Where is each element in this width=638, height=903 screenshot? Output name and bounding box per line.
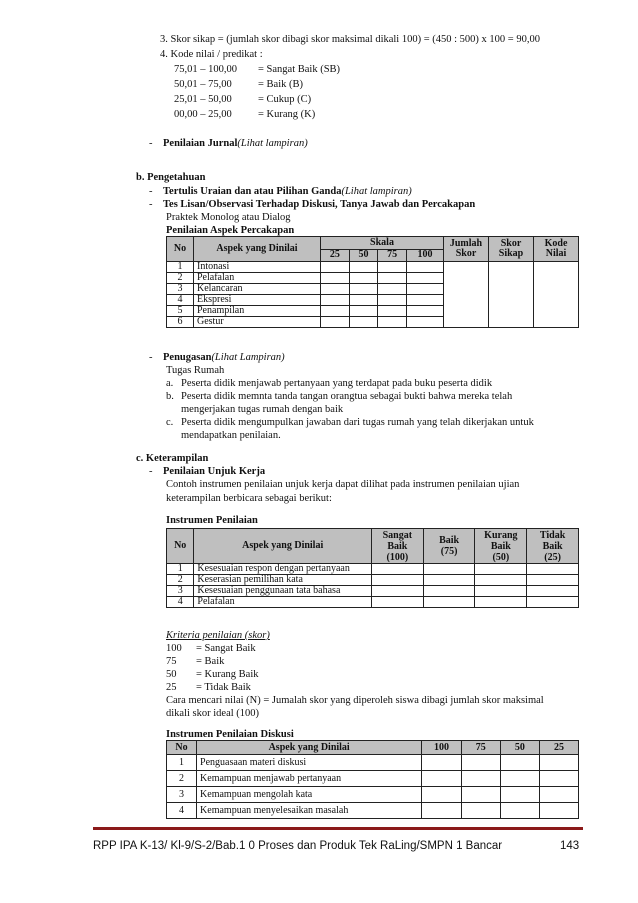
cell-aspek: Intonasi xyxy=(194,262,321,273)
cell-no: 1 xyxy=(167,564,194,575)
cell-empty xyxy=(423,575,475,586)
cell-no: 5 xyxy=(167,306,194,317)
table-row xyxy=(167,787,579,803)
jurnal-item xyxy=(149,137,308,150)
cell-aspek: Kemampuan mengolah kata xyxy=(197,787,422,803)
kriteria-label: = Kurang Baik xyxy=(196,669,259,680)
kriteria-label: = Sangat Baik xyxy=(196,643,256,654)
table-header-row xyxy=(167,741,579,755)
scale-100: 100 xyxy=(422,741,461,755)
cell-empty xyxy=(527,586,579,597)
bullet-dash: - xyxy=(149,186,153,197)
penilaian-diskusi-table xyxy=(166,740,579,819)
cell-empty xyxy=(539,755,578,771)
jurnal-title: Penilaian Jurnal xyxy=(163,138,238,149)
page-number: 143 xyxy=(560,840,580,852)
predikat-range: 50,01 – 75,00 xyxy=(174,79,232,90)
bullet-dash: - xyxy=(149,138,153,149)
cell-no: 4 xyxy=(167,597,194,608)
predikat-label: = Kurang (K) xyxy=(258,109,316,120)
cara-line-1: Cara mencari nilai (N) = Jumalah skor yang diperoleh siswa dibagi jumlah skor maksimal xyxy=(166,695,544,706)
header-no: No xyxy=(167,741,197,755)
cell-empty xyxy=(406,295,443,306)
kriteria-label: = Baik xyxy=(196,656,225,667)
cell-empty xyxy=(461,803,500,819)
cell-empty xyxy=(422,787,461,803)
table-row xyxy=(167,597,579,608)
bullet-dash: - xyxy=(149,352,153,363)
cell-empty xyxy=(378,273,407,284)
kriteria-title: Kriteria penilaian (skor) xyxy=(166,630,270,641)
table-row xyxy=(167,262,579,273)
c-para-2: keterampilan berbicara sebagai berikut: xyxy=(166,493,332,504)
cell-aspek: Penampilan xyxy=(194,306,321,317)
cell-empty xyxy=(378,317,407,328)
scale-25: 25 xyxy=(321,249,350,262)
cell-empty xyxy=(422,771,461,787)
penugasan-c-text: Peserta didik mengumpulkan jawaban dari tugas rumah yang telah dikerjakan untuk xyxy=(181,417,534,428)
b-item-2-title: Tes Lisan/Observasi Terhadap Diskusi, Tanya Jawab dan Percakapan xyxy=(163,199,476,210)
cell-empty xyxy=(527,597,579,608)
header-sangat-baik xyxy=(371,529,423,564)
kriteria-score: 50 xyxy=(166,669,177,680)
cara-line-2: dikali skor ideal (100) xyxy=(166,708,260,719)
list-number: 4. xyxy=(160,49,168,60)
col-label: Baik xyxy=(439,535,460,546)
col-label: Tidak Baik xyxy=(539,529,566,552)
cell-empty xyxy=(423,586,475,597)
table-row xyxy=(167,803,579,819)
cell-empty xyxy=(475,597,527,608)
cell-empty xyxy=(349,317,378,328)
diskusi-title: Instrumen Penilaian Diskusi xyxy=(166,729,294,740)
c-item-title: Penilaian Unjuk Kerja xyxy=(163,466,266,477)
header-no: No xyxy=(167,237,194,262)
table-row xyxy=(167,771,579,787)
table-row xyxy=(167,564,579,575)
cell-no: 2 xyxy=(167,771,197,787)
penugasan-sub: Tugas Rumah xyxy=(166,365,225,376)
col-value: (25) xyxy=(544,551,561,563)
cell-empty xyxy=(349,306,378,317)
bullet-dash: - xyxy=(149,199,153,210)
b-item-1-note: (Lihat lampiran) xyxy=(341,186,412,197)
col-label: Kurang Baik xyxy=(484,529,518,552)
cell-empty xyxy=(371,575,423,586)
cell-empty xyxy=(378,306,407,317)
list-number: 3. xyxy=(160,34,168,45)
cell-aspek: Kelancaran xyxy=(194,284,321,295)
predikat-range: 75,01 – 100,00 xyxy=(174,64,237,75)
cell-empty xyxy=(475,586,527,597)
cell-empty xyxy=(371,597,423,608)
cell-aspek: Kesesuaian respon dengan pertanyaan xyxy=(194,564,372,575)
header-skor: Skor Sikap xyxy=(489,237,534,262)
penugasan-b-num: b. xyxy=(166,391,174,402)
cell-empty xyxy=(321,273,350,284)
bullet-dash: - xyxy=(149,466,153,477)
cell-empty xyxy=(422,755,461,771)
table-row xyxy=(167,586,579,597)
list-item-3 xyxy=(160,33,540,46)
cell-aspek: Pelafalan xyxy=(194,273,321,284)
penugasan-c-num: c. xyxy=(166,417,174,428)
cell-empty xyxy=(527,564,579,575)
cell-empty xyxy=(423,597,475,608)
b-line-2: Penilaian Aspek Percakapan xyxy=(166,225,295,236)
cell-no: 3 xyxy=(167,586,194,597)
cell-aspek: Penguasaan materi diskusi xyxy=(197,755,422,771)
instrumen-title: Instrumen Penilaian xyxy=(166,515,258,526)
cell-aspek: Keserasian pemilihan kata xyxy=(194,575,372,586)
cell-empty xyxy=(539,803,578,819)
col-label: Sangat Baik xyxy=(382,529,413,552)
section-b-heading: b. Pengetahuan xyxy=(136,172,206,183)
cell-empty xyxy=(527,575,579,586)
scale-50: 50 xyxy=(500,741,539,755)
header-tidak-baik xyxy=(527,529,579,564)
col-value: (100) xyxy=(386,551,409,563)
cell-no: 4 xyxy=(167,295,194,306)
header-no: No xyxy=(167,529,194,564)
cell-empty xyxy=(321,284,350,295)
header-skala: Skala xyxy=(321,237,444,250)
header-baik xyxy=(423,529,475,564)
c-para-1: Contoh instrumen penilaian unjuk kerja dapat dilihat pada instrumen penilaian ujian xyxy=(166,479,520,490)
cell-empty xyxy=(349,273,378,284)
list-text: Skor sikap = (jumlah skor dibagi skor maksimal dikali 100) = (450 : 500) x 100 = 90,00 xyxy=(170,34,540,45)
scale-50: 50 xyxy=(349,249,378,262)
table-row xyxy=(167,755,579,771)
cell-empty xyxy=(461,787,500,803)
header-aspek: Aspek yang Dinilai xyxy=(194,237,321,262)
cell-empty xyxy=(378,262,407,273)
kriteria-label: = Tidak Baik xyxy=(196,682,251,693)
scale-75: 75 xyxy=(461,741,500,755)
cell-empty xyxy=(378,284,407,295)
predikat-range: 25,01 – 50,00 xyxy=(174,94,232,105)
list-item-4 xyxy=(160,48,263,61)
cell-empty xyxy=(539,787,578,803)
penugasan-title: Penugasan xyxy=(163,352,212,363)
col-value: (50) xyxy=(492,551,510,563)
cell-empty xyxy=(349,295,378,306)
cell-empty xyxy=(406,306,443,317)
kriteria-score: 100 xyxy=(166,643,182,654)
cell-kode xyxy=(534,262,579,328)
kriteria-score: 25 xyxy=(166,682,177,693)
predikat-range: 00,00 – 25,00 xyxy=(174,109,232,120)
instrumen-penilaian-table xyxy=(166,528,579,608)
header-kurang-baik xyxy=(475,529,527,564)
predikat-label: = Baik (B) xyxy=(258,79,303,90)
list-text: Kode nilai / predikat : xyxy=(170,49,263,60)
cell-empty xyxy=(500,755,539,771)
cell-aspek: Pelafalan xyxy=(194,597,372,608)
jurnal-note: (Lihat lampiran) xyxy=(237,138,308,149)
penugasan-a-num: a. xyxy=(166,378,174,389)
cell-no: 3 xyxy=(167,787,197,803)
aspek-percakapan-table xyxy=(166,236,579,328)
footer-title: RPP IPA K-13/ Kl-9/S-2/Bab.1 0 Proses dan Produk Tek RaLing/SMPN 1 Bancar xyxy=(93,840,503,852)
cell-jumlah xyxy=(444,262,489,328)
footer-divider xyxy=(93,827,583,830)
cell-empty xyxy=(371,586,423,597)
predikat-label: = Sangat Baik (SB) xyxy=(258,64,341,75)
cell-empty xyxy=(406,262,443,273)
penugasan-note: (Lihat Lampiran) xyxy=(211,352,285,363)
cell-empty xyxy=(406,317,443,328)
cell-empty xyxy=(475,575,527,586)
cell-empty xyxy=(475,564,527,575)
kriteria-score: 75 xyxy=(166,656,177,667)
b-item-1-title: Tertulis Uraian dan atau Pilihan Ganda xyxy=(163,186,342,197)
cell-aspek: Kemampuan menyelesaikan masalah xyxy=(197,803,422,819)
cell-aspek: Ekspresi xyxy=(194,295,321,306)
cell-aspek: Kesesuaian penggunaan tata bahasa xyxy=(194,586,372,597)
cell-no: 4 xyxy=(167,803,197,819)
cell-skor xyxy=(489,262,534,328)
col-value: (75) xyxy=(440,546,458,557)
cell-empty xyxy=(406,284,443,295)
cell-empty xyxy=(461,771,500,787)
cell-empty xyxy=(422,803,461,819)
b-line-1: Praktek Monolog atau Dialog xyxy=(166,212,291,223)
cell-empty xyxy=(378,295,407,306)
cell-empty xyxy=(349,284,378,295)
penugasan-c-text-2: mendapatkan penilaian. xyxy=(181,430,281,441)
cell-empty xyxy=(539,771,578,787)
penugasan-item xyxy=(149,351,285,364)
cell-no: 1 xyxy=(167,262,194,273)
header-aspek: Aspek yang Dinilai xyxy=(194,529,372,564)
penugasan-b-text-2: mengerjakan tugas rumah dengan baik xyxy=(181,404,344,415)
c-item xyxy=(149,465,265,478)
cell-empty xyxy=(371,564,423,575)
cell-aspek: Kemampuan menjawab pertanyaan xyxy=(197,771,422,787)
cell-empty xyxy=(500,803,539,819)
b-item-2 xyxy=(149,198,475,211)
penugasan-b-text: Peserta didik memnta tanda tangan orangtua sebagai bukti bahwa mereka telah xyxy=(181,391,513,402)
header-kode: Kode Nilai xyxy=(534,237,579,262)
cell-empty xyxy=(500,787,539,803)
cell-empty xyxy=(349,262,378,273)
penugasan-a-text: Peserta didik menjawab pertanyaan yang terdapat pada buku peserta didik xyxy=(181,378,493,389)
cell-no: 2 xyxy=(167,273,194,284)
scale-75: 75 xyxy=(378,249,407,262)
table-header-row xyxy=(167,237,579,250)
table-row xyxy=(167,575,579,586)
section-c-heading: c. Keterampilan xyxy=(136,453,209,464)
cell-empty xyxy=(461,755,500,771)
cell-empty xyxy=(500,771,539,787)
predikat-label: = Cukup (C) xyxy=(258,94,312,105)
cell-empty xyxy=(321,295,350,306)
b-item-1 xyxy=(149,185,412,198)
cell-empty xyxy=(321,262,350,273)
cell-empty xyxy=(321,306,350,317)
table-header-row xyxy=(167,529,579,564)
cell-empty xyxy=(321,317,350,328)
cell-empty xyxy=(423,564,475,575)
cell-no: 1 xyxy=(167,755,197,771)
header-jumlah: Jumlah Skor xyxy=(444,237,489,262)
cell-aspek: Gestur xyxy=(194,317,321,328)
scale-100: 100 xyxy=(406,249,443,262)
scale-25: 25 xyxy=(539,741,578,755)
cell-no: 6 xyxy=(167,317,194,328)
cell-no: 3 xyxy=(167,284,194,295)
header-aspek: Aspek yang Dinilai xyxy=(197,741,422,755)
cell-no: 2 xyxy=(167,575,194,586)
cell-empty xyxy=(406,273,443,284)
